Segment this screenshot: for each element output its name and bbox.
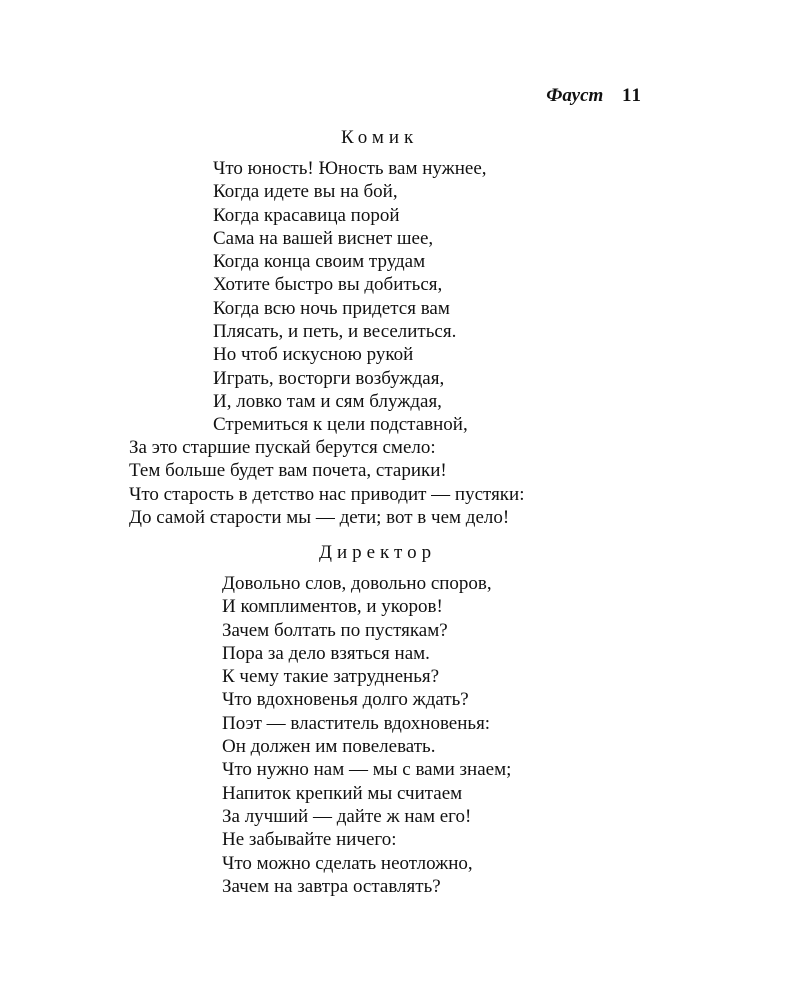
- verse-line: Зачем на завтра оставлять?: [222, 875, 441, 897]
- verse-line: Что старость в детство нас приводит — пустяки:: [129, 483, 525, 505]
- page-number: 11: [622, 85, 642, 106]
- verse-line: За это старшие пускай берутся смело:: [129, 437, 436, 458]
- verse-line: Сама на вашей виснет шее,: [213, 227, 434, 249]
- verse-line: И комплиментов, и укоров!: [222, 596, 443, 618]
- verse-line: Когда конца своим трудам: [213, 251, 426, 273]
- verse-line: К чему такие затрудненья?: [222, 666, 440, 688]
- verse-line: Что можно сделать неотложно,: [222, 852, 473, 874]
- verse-line: И, ловко там и сям блуждая,: [213, 390, 442, 412]
- verse-line: До самой старости мы — дети; вот в чем дело!: [129, 506, 510, 528]
- verse-line: Хотите быстро вы добиться,: [213, 274, 443, 296]
- verse-comedian-indented: [213, 157, 487, 437]
- verse-director: [222, 572, 511, 898]
- verse-line: Когда красавица порой: [213, 204, 400, 226]
- verse-line: Плясать, и петь, и веселиться.: [213, 321, 457, 343]
- running-head-title: Фауст: [546, 85, 604, 106]
- speaker-heading-comedian: Комик: [341, 127, 419, 148]
- verse-comedian-full-width: [129, 436, 524, 529]
- verse-line: Играть, восторги возбуждая,: [213, 367, 445, 389]
- verse-line: Что нужно нам — мы с вами знаем;: [222, 759, 512, 781]
- verse-line: Не забывайте ничего:: [222, 829, 397, 851]
- verse-line: Тем больше будет вам почета, старики!: [129, 460, 447, 482]
- verse-line: Стремиться к цели подставной,: [213, 414, 468, 436]
- speaker-heading-director: Директор: [319, 542, 437, 563]
- verse-line: Пора за дело взяться нам.: [222, 642, 430, 664]
- verse-line: Он должен им повелевать.: [222, 736, 436, 758]
- verse-line: Зачем болтать по пустякам?: [222, 619, 448, 641]
- verse-line: Когда идете вы на бой,: [213, 181, 398, 203]
- verse-line: Но чтоб искусною рукой: [213, 344, 414, 366]
- running-head: [546, 85, 642, 107]
- verse-line: За лучший — дайте ж нам его!: [222, 805, 472, 827]
- verse-line: Что юность! Юность вам нужнее,: [213, 158, 487, 179]
- verse-line: Напиток крепкий мы считаем: [222, 782, 463, 804]
- verse-line: Когда всю ночь придется вам: [213, 297, 450, 319]
- verse-line: Что вдохновенья долго ждать?: [222, 689, 469, 711]
- verse-line: Поэт — властитель вдохновенья:: [222, 712, 491, 734]
- verse-line: Довольно слов, довольно споров,: [222, 573, 492, 594]
